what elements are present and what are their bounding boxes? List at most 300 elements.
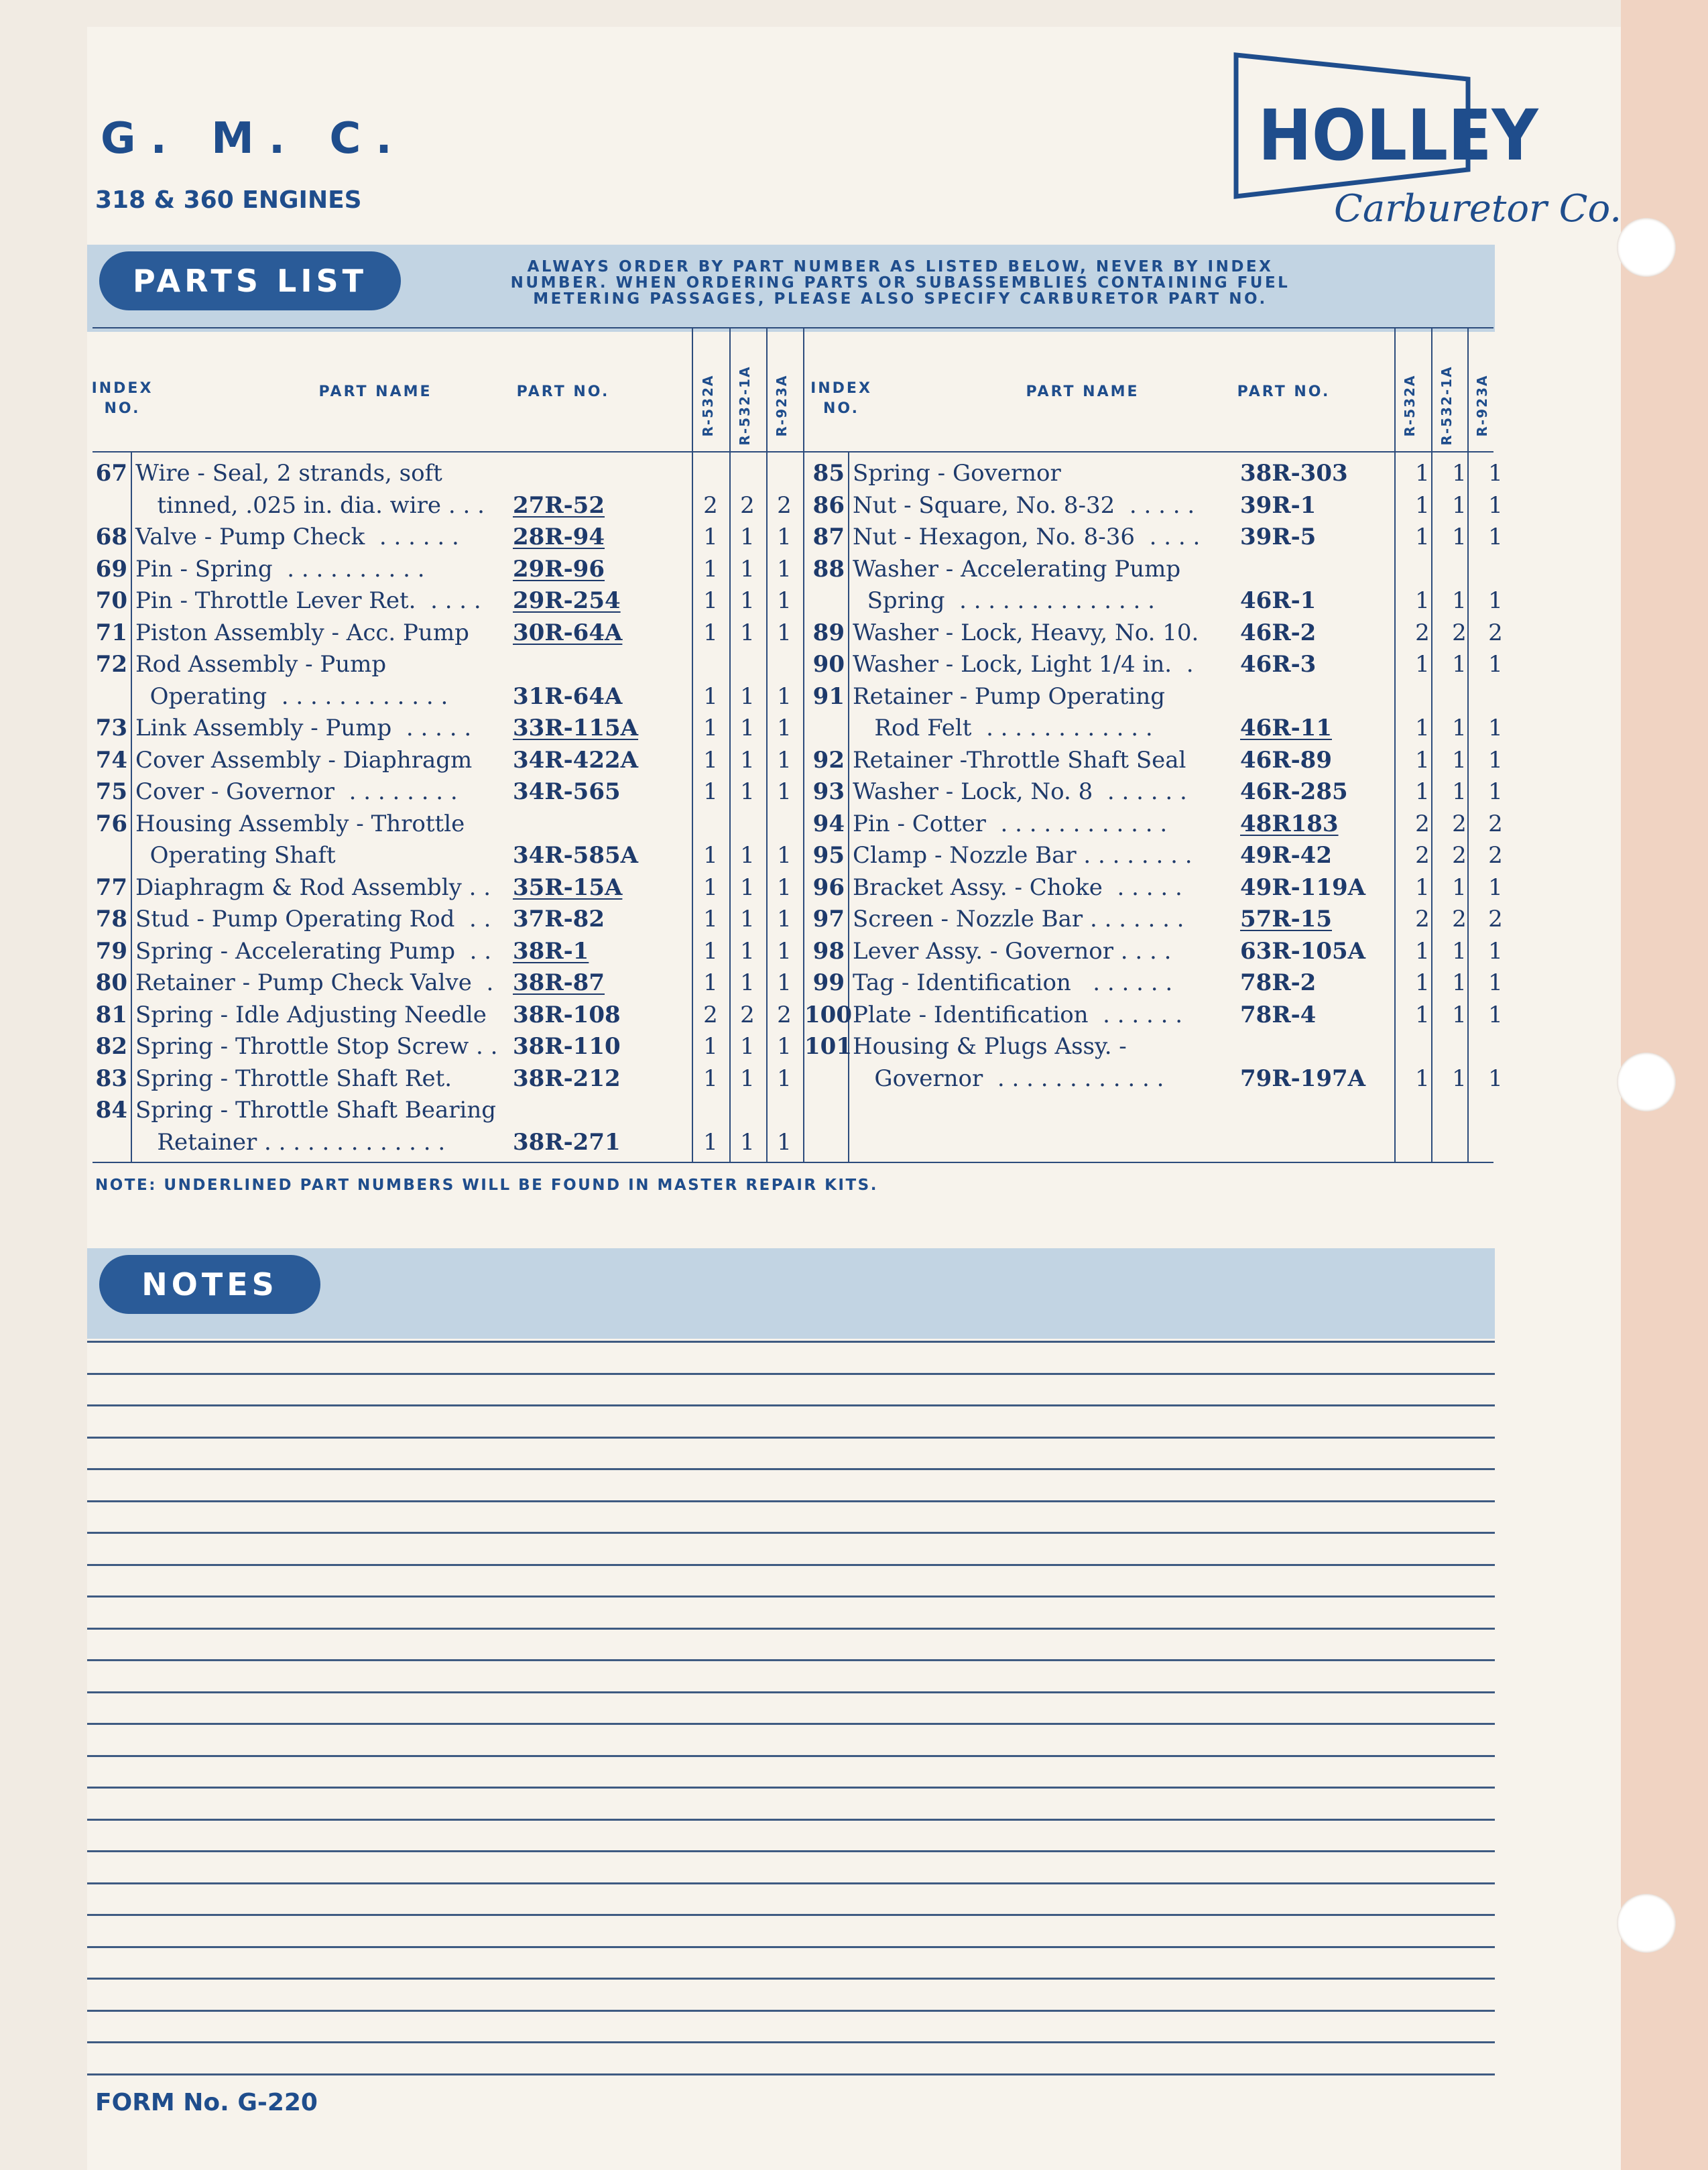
table-row — [87, 1063, 791, 1095]
part-number: 38R-212 — [513, 1065, 621, 1092]
part-number: 46R-285 — [1240, 778, 1348, 805]
quantity: 1 — [1452, 460, 1467, 487]
notes-rule — [87, 1723, 1495, 1725]
part-number: 49R-119A — [1240, 873, 1366, 901]
quantity: 1 — [1452, 587, 1467, 614]
part-name: Tag - Identification . . . . . . — [853, 969, 1173, 996]
quantity: 1 — [1488, 1065, 1503, 1092]
quantity: 1 — [777, 873, 792, 901]
table-row — [87, 839, 791, 871]
table-row — [804, 712, 1508, 744]
table-row — [804, 935, 1508, 967]
make-title: G. M. C. — [101, 114, 407, 164]
notes-rule — [87, 1404, 1495, 1406]
quantity: 1 — [777, 842, 792, 869]
part-name: Spring - Idle Adjusting Needle — [135, 1001, 487, 1028]
quantity: 1 — [777, 969, 792, 996]
header-bottom-rule — [93, 451, 1493, 453]
part-number: 27R-52 — [513, 491, 605, 519]
part-name: tinned, .025 in. dia. wire . . . — [135, 491, 485, 519]
part-number: 38R-87 — [513, 969, 605, 996]
quantity: 1 — [740, 873, 755, 901]
quantity: 1 — [1452, 969, 1467, 996]
punch-hole — [1617, 218, 1676, 277]
index-number: 90 — [812, 651, 845, 678]
model-header: R-532A — [700, 374, 716, 437]
quantity: 2 — [1488, 810, 1503, 837]
quantity: 1 — [1452, 746, 1467, 774]
model-header: R-532-1A — [1439, 365, 1455, 446]
notes-rule — [87, 1468, 1495, 1470]
quantity: 2 — [1488, 842, 1503, 869]
quantity: 2 — [777, 491, 792, 519]
quantity: 1 — [1415, 778, 1430, 805]
quantity: 1 — [1488, 491, 1503, 519]
model-header: R-532-1A — [737, 365, 753, 446]
quantity: 1 — [703, 1033, 718, 1060]
part-name: Spring - Governor — [853, 460, 1061, 487]
quantity: 2 — [1452, 906, 1467, 932]
part-name: Bracket Assy. - Choke . . . . . — [853, 873, 1182, 901]
table-top-rule — [93, 327, 1493, 328]
quantity: 2 — [1452, 619, 1467, 646]
table-row — [87, 808, 791, 840]
punch-hole — [1617, 1052, 1676, 1111]
quantity: 1 — [1452, 1065, 1467, 1092]
index-number: 81 — [95, 1001, 127, 1028]
quantity: 1 — [777, 682, 792, 710]
part-name: Housing Assembly - Throttle — [135, 810, 465, 837]
notes-rule — [87, 1595, 1495, 1598]
table-row — [804, 808, 1508, 840]
part-number: 46R-89 — [1240, 746, 1332, 774]
quantity: 1 — [1415, 587, 1430, 614]
table-row — [804, 839, 1508, 871]
quantity: 1 — [777, 1065, 792, 1092]
part-name: Valve - Pump Check . . . . . . — [135, 524, 459, 550]
quantity: 1 — [740, 937, 755, 965]
table-row — [87, 744, 791, 776]
index-number: 100 — [804, 1001, 852, 1028]
order-notice-line: NUMBER. WHEN ORDERING PARTS OR SUBASSEMBLIES CONTAINING FUEL — [510, 274, 1290, 292]
part-name: Cover - Governor . . . . . . . . — [135, 778, 458, 805]
part-name: Nut - Square, No. 8-32 . . . . . — [853, 491, 1195, 519]
index-number: 76 — [95, 810, 127, 837]
quantity: 1 — [1488, 1001, 1503, 1028]
part-number: 57R-15 — [1240, 906, 1332, 932]
quantity: 1 — [740, 906, 755, 932]
quantity: 1 — [1415, 524, 1430, 550]
table-row — [87, 1030, 791, 1063]
quantity: 1 — [740, 715, 755, 741]
index-number: 95 — [812, 842, 845, 869]
quantity: 2 — [1415, 810, 1430, 837]
part-number: 78R-4 — [1240, 1001, 1317, 1028]
part-number: 28R-94 — [513, 524, 605, 550]
notes-rule — [87, 1882, 1495, 1884]
quantity: 1 — [740, 619, 755, 646]
order-notice-line: METERING PASSAGES, PLEASE ALSO SPECIFY CARBURETOR PART NO. — [533, 290, 1268, 308]
quantity: 1 — [1415, 1065, 1430, 1092]
quantity: 1 — [1488, 460, 1503, 487]
table-row — [804, 1063, 1508, 1095]
index-number: 93 — [812, 778, 845, 805]
quantity: 1 — [740, 1065, 755, 1092]
index-header — [804, 379, 878, 419]
index-number: 71 — [95, 619, 127, 646]
quantity: 1 — [777, 715, 792, 741]
part-number: 30R-64A — [513, 619, 623, 646]
quantity: 2 — [1415, 842, 1430, 869]
quantity: 2 — [740, 491, 755, 519]
model-header: R-923A — [774, 374, 790, 437]
table-row — [804, 648, 1508, 680]
notes-heading: NOTES — [99, 1255, 320, 1314]
quantity: 1 — [703, 937, 718, 965]
index-header-line: NO. — [823, 400, 859, 417]
holley-logo — [1233, 52, 1622, 231]
part-name: Spring - Throttle Stop Screw . . — [135, 1033, 498, 1060]
quantity: 1 — [777, 778, 792, 805]
notes-rule — [87, 1691, 1495, 1693]
part-name: Pin - Cotter . . . . . . . . . . . . — [853, 810, 1168, 837]
table-row — [87, 585, 791, 617]
part-number: 38R-271 — [513, 1128, 621, 1156]
quantity: 1 — [740, 524, 755, 550]
part-number: 38R-303 — [1240, 460, 1348, 487]
index-number: 68 — [95, 524, 127, 550]
quantity: 1 — [1415, 1001, 1430, 1028]
quantity: 1 — [1452, 937, 1467, 965]
index-number: 101 — [804, 1033, 852, 1060]
part-name: Retainer - Pump Operating — [853, 682, 1165, 710]
index-number: 99 — [812, 969, 845, 996]
part-no-header: PART NO. — [516, 383, 610, 400]
part-name: Cover Assembly - Diaphragm — [135, 746, 473, 774]
quantity: 1 — [777, 937, 792, 965]
table-row — [87, 457, 791, 489]
quantity: 2 — [777, 1001, 792, 1028]
table-row — [87, 617, 791, 649]
index-number: 79 — [95, 937, 127, 965]
quantity: 1 — [1488, 524, 1503, 550]
part-number: 46R-1 — [1240, 587, 1317, 614]
part-number: 49R-42 — [1240, 842, 1332, 869]
table-row — [87, 871, 791, 904]
quantity: 1 — [740, 1128, 755, 1156]
quantity: 1 — [1452, 524, 1467, 550]
part-name: Housing & Plugs Assy. - — [853, 1033, 1127, 1060]
part-number: 31R-64A — [513, 682, 623, 710]
part-name: Rod Assembly - Pump — [135, 651, 387, 678]
quantity: 1 — [777, 746, 792, 774]
quantity: 2 — [1488, 619, 1503, 646]
quantity: 1 — [1488, 746, 1503, 774]
part-name: Stud - Pump Operating Rod . . — [135, 906, 491, 932]
index-header — [87, 379, 158, 419]
part-name: Wire - Seal, 2 strands, soft — [135, 460, 442, 487]
quantity: 1 — [1488, 715, 1503, 741]
table-row — [87, 967, 791, 999]
table-row — [804, 457, 1508, 489]
index-header-line: INDEX — [810, 380, 872, 397]
part-number: 35R-15A — [513, 873, 623, 901]
quantity: 1 — [1488, 651, 1503, 678]
part-name: Governor . . . . . . . . . . . . — [853, 1065, 1164, 1092]
quantity: 2 — [1415, 906, 1430, 932]
punch-hole — [1617, 1894, 1676, 1953]
part-name: Spring - Throttle Shaft Ret. — [135, 1065, 452, 1092]
table-row — [804, 999, 1508, 1031]
table-row — [87, 712, 791, 744]
index-number: 69 — [95, 555, 127, 583]
part-name: Retainer -Throttle Shaft Seal — [853, 746, 1186, 774]
quantity: 1 — [703, 555, 718, 583]
part-name: Piston Assembly - Acc. Pump — [135, 619, 469, 646]
quantity: 1 — [1415, 460, 1430, 487]
part-name-header: PART NAME — [1026, 383, 1140, 400]
table-row — [87, 1126, 791, 1158]
quantity: 1 — [703, 906, 718, 932]
notes-rule — [87, 1659, 1495, 1661]
table-row — [804, 585, 1508, 617]
index-number: 88 — [812, 555, 845, 583]
quantity: 1 — [703, 1128, 718, 1156]
quantity: 1 — [777, 619, 792, 646]
quantity: 1 — [1415, 651, 1430, 678]
quantity: 1 — [703, 1065, 718, 1092]
notes-rule — [87, 2073, 1495, 2075]
index-number: 89 — [812, 619, 845, 646]
part-number: 34R-565 — [513, 778, 621, 805]
part-number: 37R-82 — [513, 906, 605, 932]
part-name: Rod Felt . . . . . . . . . . . . — [853, 715, 1153, 741]
table-row — [804, 553, 1508, 585]
quantity: 1 — [703, 715, 718, 741]
table-bottom-rule — [93, 1162, 1493, 1163]
index-number: 75 — [95, 778, 127, 805]
table-row — [804, 776, 1508, 808]
quantity: 1 — [1415, 715, 1430, 741]
quantity: 1 — [1415, 491, 1430, 519]
form-number: FORM No. G-220 — [95, 2089, 318, 2116]
quantity: 2 — [1452, 810, 1467, 837]
index-number: 72 — [95, 651, 127, 678]
index-number: 98 — [812, 937, 845, 965]
quantity: 1 — [1452, 491, 1467, 519]
notes-rule — [87, 1500, 1495, 1502]
quantity: 1 — [777, 555, 792, 583]
part-name: Diaphragm & Rod Assembly . . — [135, 873, 491, 901]
table-row — [804, 680, 1508, 713]
notes-rule — [87, 1819, 1495, 1821]
quantity: 1 — [777, 524, 792, 550]
quantity: 1 — [703, 778, 718, 805]
index-number: 96 — [812, 873, 845, 901]
table-row — [87, 553, 791, 585]
part-name: Lever Assy. - Governor . . . . — [853, 937, 1172, 965]
quantity: 1 — [1488, 873, 1503, 901]
part-number: 38R-1 — [513, 937, 589, 965]
part-name: Operating Shaft — [135, 842, 336, 869]
notes-rule — [87, 1628, 1495, 1630]
table-row — [87, 999, 791, 1031]
part-name: Retainer - Pump Check Valve . — [135, 969, 494, 996]
quantity: 1 — [703, 969, 718, 996]
table-row — [804, 489, 1508, 522]
part-number: 46R-11 — [1240, 715, 1332, 741]
part-name: Screen - Nozzle Bar . . . . . . . — [853, 906, 1184, 932]
parts-list-heading: PARTS LIST — [99, 251, 401, 310]
table-row — [804, 871, 1508, 904]
part-number: 38R-110 — [513, 1033, 621, 1060]
index-number: 85 — [812, 460, 845, 487]
part-name: Washer - Lock, Light 1/4 in. . — [853, 651, 1194, 678]
part-number: 29R-96 — [513, 555, 605, 583]
quantity: 1 — [703, 682, 718, 710]
index-number: 82 — [95, 1033, 127, 1060]
quantity: 1 — [740, 969, 755, 996]
quantity: 1 — [703, 746, 718, 774]
quantity: 1 — [777, 587, 792, 614]
part-number: 34R-422A — [513, 746, 639, 774]
notes-rule — [87, 1373, 1495, 1375]
part-name: Nut - Hexagon, No. 8-36 . . . . — [853, 524, 1201, 550]
table-row — [87, 489, 791, 522]
part-name: Spring - Accelerating Pump . . — [135, 937, 492, 965]
quantity: 1 — [1415, 746, 1430, 774]
index-number: 87 — [812, 524, 845, 550]
index-number: 92 — [812, 746, 845, 774]
part-name: Spring - Throttle Shaft Bearing — [135, 1097, 497, 1124]
quantity: 1 — [740, 746, 755, 774]
notes-rule — [87, 1946, 1495, 1948]
quantity: 2 — [703, 1001, 718, 1028]
part-number: 39R-5 — [1240, 524, 1317, 550]
part-name: Operating . . . . . . . . . . . . — [135, 682, 448, 710]
quantity: 2 — [703, 491, 718, 519]
quantity: 2 — [740, 1001, 755, 1028]
part-number: 29R-254 — [513, 587, 621, 614]
notes-rule — [87, 1437, 1495, 1439]
quantity: 1 — [1415, 937, 1430, 965]
notes-rule — [87, 1978, 1495, 1980]
index-number: 74 — [95, 746, 127, 774]
part-number: 46R-2 — [1240, 619, 1317, 646]
notes-rule — [87, 1341, 1495, 1343]
notes-rule — [87, 2010, 1495, 2012]
notes-rule — [87, 1914, 1495, 1916]
notes-rule — [87, 1850, 1495, 1852]
notes-rule — [87, 1755, 1495, 1757]
svg-text:Carburetor Co.: Carburetor Co. — [1334, 187, 1622, 231]
quantity: 1 — [740, 778, 755, 805]
model-header: R-923A — [1474, 374, 1490, 437]
index-number: 80 — [95, 969, 127, 996]
part-number: 39R-1 — [1240, 491, 1317, 519]
part-number: 34R-585A — [513, 842, 639, 869]
index-number: 84 — [95, 1097, 127, 1124]
notes-rule — [87, 1532, 1495, 1534]
order-notice-line: ALWAYS ORDER BY PART NUMBER AS LISTED BELOW, NEVER BY INDEX — [527, 258, 1274, 276]
index-number: 83 — [95, 1065, 127, 1092]
table-row — [87, 680, 791, 713]
table-row — [87, 521, 791, 553]
table-row — [804, 617, 1508, 649]
quantity: 1 — [740, 587, 755, 614]
quantity: 2 — [1415, 619, 1430, 646]
quantity: 1 — [1452, 715, 1467, 741]
quantity: 2 — [1452, 842, 1467, 869]
part-name: Washer - Accelerating Pump — [853, 555, 1181, 583]
table-row — [804, 744, 1508, 776]
part-number: 33R-115A — [513, 715, 639, 741]
part-number: 48R183 — [1240, 810, 1339, 837]
part-number: 63R-105A — [1240, 937, 1366, 965]
table-row — [87, 1094, 791, 1126]
notes-rule — [87, 1787, 1495, 1789]
quantity: 1 — [1488, 969, 1503, 996]
part-name: Retainer . . . . . . . . . . . . . — [135, 1128, 446, 1156]
index-number: 86 — [812, 491, 845, 519]
part-name: Spring . . . . . . . . . . . . . . — [853, 587, 1155, 614]
notes-rule — [87, 1564, 1495, 1566]
part-name: Plate - Identification . . . . . . — [853, 1001, 1183, 1028]
table-row — [87, 903, 791, 935]
part-number: 79R-197A — [1240, 1065, 1366, 1092]
quantity: 1 — [703, 587, 718, 614]
underline-note: NOTE: UNDERLINED PART NUMBERS WILL BE FOUND IN MASTER REPAIR KITS. — [95, 1177, 878, 1194]
part-number: 38R-108 — [513, 1001, 621, 1028]
index-number: 70 — [95, 587, 127, 614]
quantity: 1 — [703, 619, 718, 646]
index-header-line: INDEX — [91, 380, 154, 397]
quantity: 1 — [1488, 587, 1503, 614]
index-number: 97 — [812, 906, 845, 932]
index-number: 78 — [95, 906, 127, 932]
part-name: Washer - Lock, Heavy, No. 10. — [853, 619, 1199, 646]
part-name: Pin - Spring . . . . . . . . . . — [135, 555, 425, 583]
part-name: Pin - Throttle Lever Ret. . . . . — [135, 587, 481, 614]
part-no-header: PART NO. — [1237, 383, 1331, 400]
quantity: 1 — [1488, 778, 1503, 805]
part-name-header: PART NAME — [318, 383, 432, 400]
table-row — [87, 648, 791, 680]
quantity: 2 — [1488, 906, 1503, 932]
quantity: 1 — [1488, 937, 1503, 965]
quantity: 1 — [1452, 1001, 1467, 1028]
quantity: 1 — [703, 524, 718, 550]
table-row — [87, 935, 791, 967]
order-notice — [454, 259, 1346, 307]
engines-subtitle: 318 & 360 ENGINES — [95, 186, 362, 214]
quantity: 1 — [703, 842, 718, 869]
part-number: 46R-3 — [1240, 651, 1317, 678]
quantity: 1 — [1415, 969, 1430, 996]
part-name: Link Assembly - Pump . . . . . — [135, 715, 472, 741]
quantity: 1 — [740, 1033, 755, 1060]
notes-rule — [87, 2041, 1495, 2043]
index-number: 67 — [95, 460, 127, 487]
table-row — [804, 1030, 1508, 1063]
quantity: 1 — [740, 682, 755, 710]
index-number: 94 — [812, 810, 845, 837]
quantity: 1 — [1452, 873, 1467, 901]
table-row — [804, 967, 1508, 999]
table-row — [804, 903, 1508, 935]
quantity: 1 — [1452, 778, 1467, 805]
index-number: 73 — [95, 715, 127, 741]
